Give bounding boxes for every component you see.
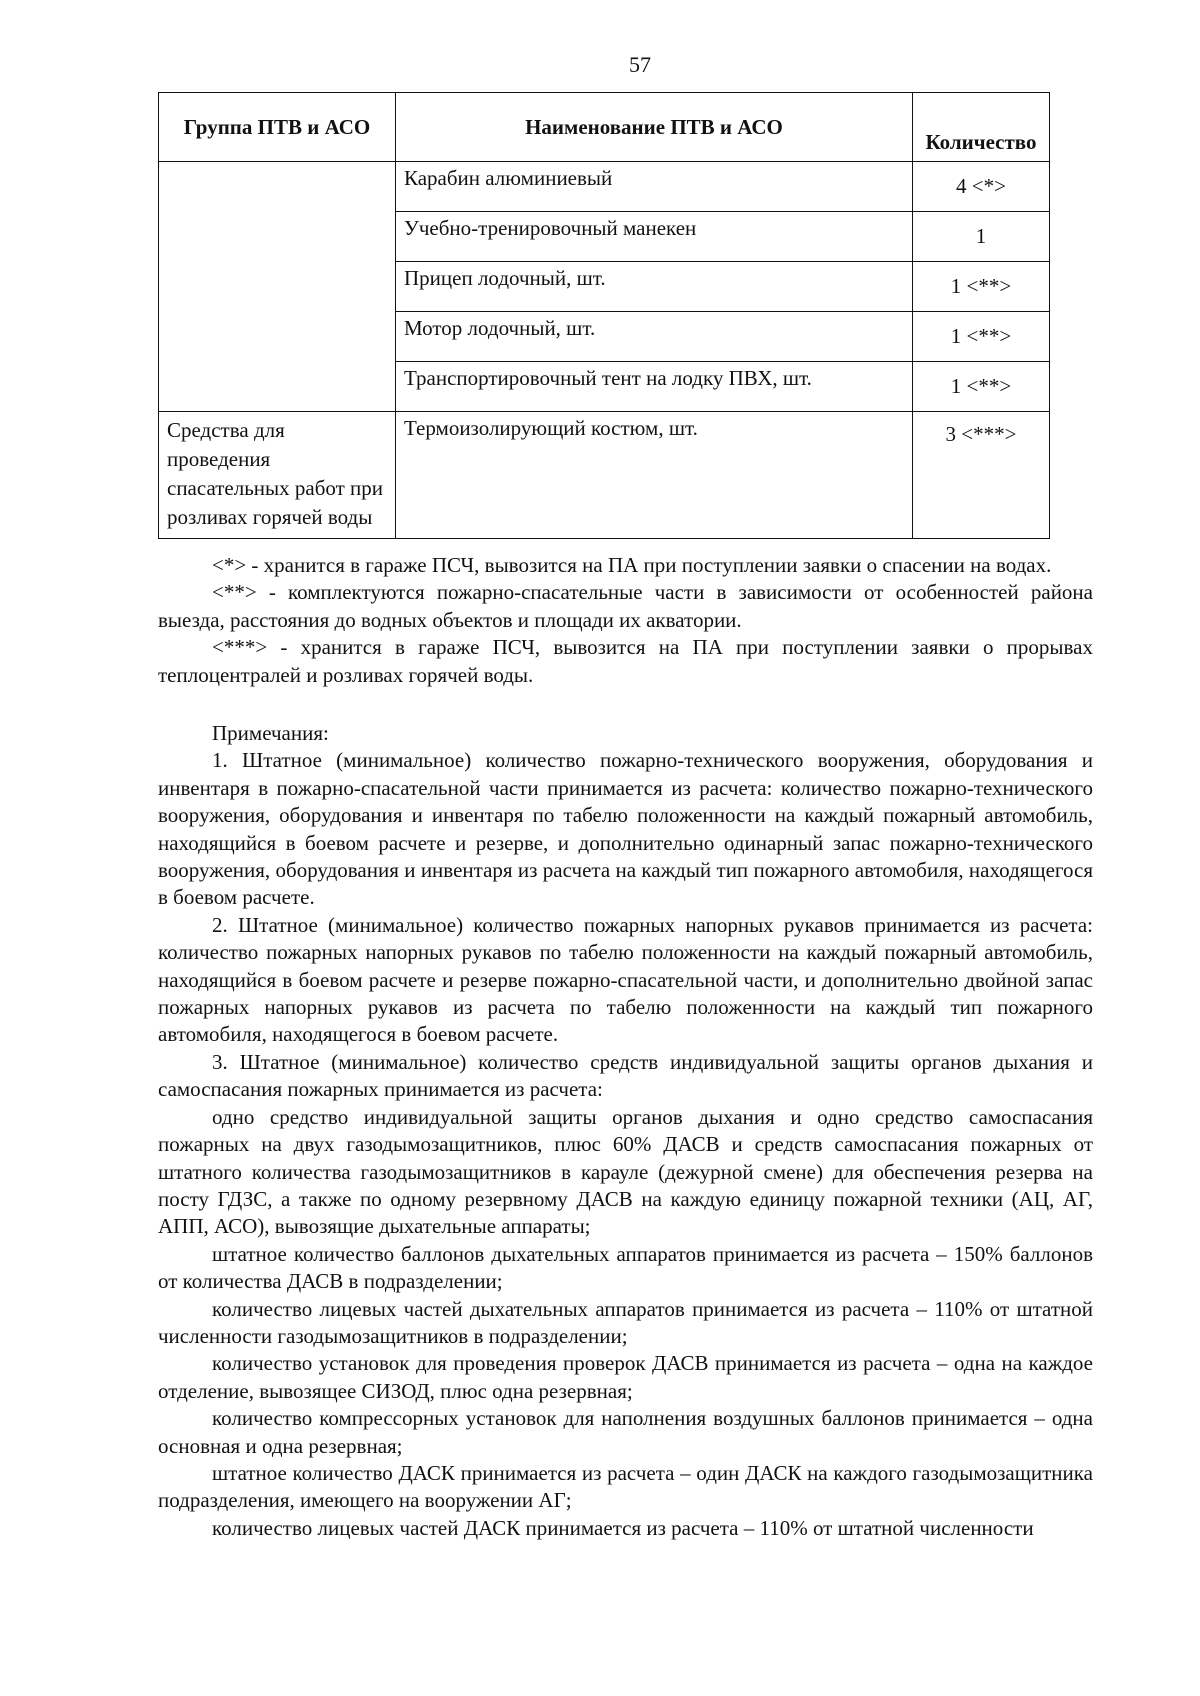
footnote: <***> - хранится в гараже ПСЧ, вывозится на ПА при поступлении заявки о прорывах теплоцентралей и розливах горячей воды. (158, 635, 1093, 687)
footnotes (158, 552, 1093, 689)
note-item: 3. Штатное (минимальное) количество средств индивидуальной защиты органов дыхания и самоспасания пожарных принимается из расчета: (158, 1049, 1093, 1102)
item-name: Транспортировочный тент на лодку ПВХ, шт. (396, 362, 913, 412)
item-qty: 1 (913, 212, 1050, 262)
header-name: Наименование ПТВ и АСО (396, 93, 913, 162)
page-number: 57 (629, 52, 651, 77)
notes-section (158, 720, 1093, 1542)
note-item: количество установок для проведения проверок ДАСВ принимается из расчета – одна на каждое отделение, вывозящее СИЗОД, плюс одна резервная; (158, 1351, 1093, 1403)
item-name: Карабин алюминиевый (396, 162, 913, 212)
equipment-table (158, 92, 1050, 539)
note-item: количество лицевых частей ДАСК принимается из расчета – 110% от штатной численности (212, 1515, 1034, 1540)
item-qty: 3 <***> (913, 412, 1050, 539)
table-row (159, 412, 1050, 539)
group-cell: Средства для проведения спасательных работ при розливах горячей воды (159, 412, 396, 539)
note-item: штатное количество ДАСК принимается из расчета – один ДАСК на каждого газодымозащитника подразделения, имеющего на вооружении АГ; (158, 1460, 1093, 1513)
header-group: Группа ПТВ и АСО (159, 93, 396, 162)
note-item: количество компрессорных установок для наполнения воздушных баллонов принимается – одна основная и одна резервная; (158, 1406, 1093, 1458)
item-name: Мотор лодочный, шт. (396, 312, 913, 362)
footnote: <*> - хранится в гараже ПСЧ, вывозится на ПА при поступлении заявки о спасении на водах. (212, 553, 1052, 577)
table-header-row (159, 93, 1050, 162)
group-cell-empty (159, 162, 396, 412)
table-row (159, 162, 1050, 212)
note-item: 1. Штатное (минимальное) количество пожарно-технического вооружения, оборудования и инвентаря в пожарно-спасательной части принимается из расчета: количество пожарно-технического вооружения, оборудования и инвентаря по табелю положенности на каждый пожарный автомобиль, находящийся в боевом расчете и резерве, и дополнительно одинарный запас пожарно-технического вооружения, оборудования и инвентаря из расчета на каждый тип пожарного автомобиля, находящегося в боевом расчете. (158, 748, 1093, 910)
note-item: количество лицевых частей дыхательных аппаратов принимается из расчета – 110% от штатной численности газодымозащитников в подразделении; (158, 1296, 1093, 1348)
item-name: Термоизолирующий костюм, шт. (396, 412, 913, 539)
note-item: штатное количество баллонов дыхательных аппаратов принимается из расчета – 150% баллонов от количества ДАСВ в подразделении; (158, 1241, 1093, 1294)
note-item: 2. Штатное (минимальное) количество пожарных напорных рукавов принимается из расчета: количество пожарных напорных рукавов по табелю положенности на каждый пожарный автомобиль, находящийся в боевом расчете и резерве пожарно-спасательной части, и дополнительно двойной запас пожарных напорных рукавов из расчета по табелю положенности на каждый тип пожарного автомобиля, находящегося в боевом расчете. (158, 912, 1093, 1047)
notes-heading: Примечания: (212, 721, 329, 745)
item-name: Учебно-тренировочный манекен (396, 212, 913, 262)
item-qty: 1 <**> (913, 312, 1050, 362)
footnote: <**> - комплектуются пожарно-спасательные части в зависимости от особенностей района выезда, расстояния до водных объектов и площади их акватории. (158, 580, 1093, 632)
item-qty: 4 <*> (913, 162, 1050, 212)
note-item: одно средство индивидуальной защиты органов дыхания и одно средство самоспасания пожарных на двух газодымозащитников, плюс 60% ДАСВ и средств самоспасания пожарных от штатного количества газодымозащитников в карауле (дежурной смене) для обеспечения резерва на посту ГДЗС, а также по одному резервному ДАСВ на каждую единицу пожарной техники (АЦ, АГ, АПП, АСО), вывозящие дыхательные аппараты; (158, 1104, 1093, 1239)
item-qty: 1 <**> (913, 262, 1050, 312)
item-qty: 1 <**> (913, 362, 1050, 412)
item-name: Прицеп лодочный, шт. (396, 262, 913, 312)
header-qty: Количество (913, 93, 1050, 162)
